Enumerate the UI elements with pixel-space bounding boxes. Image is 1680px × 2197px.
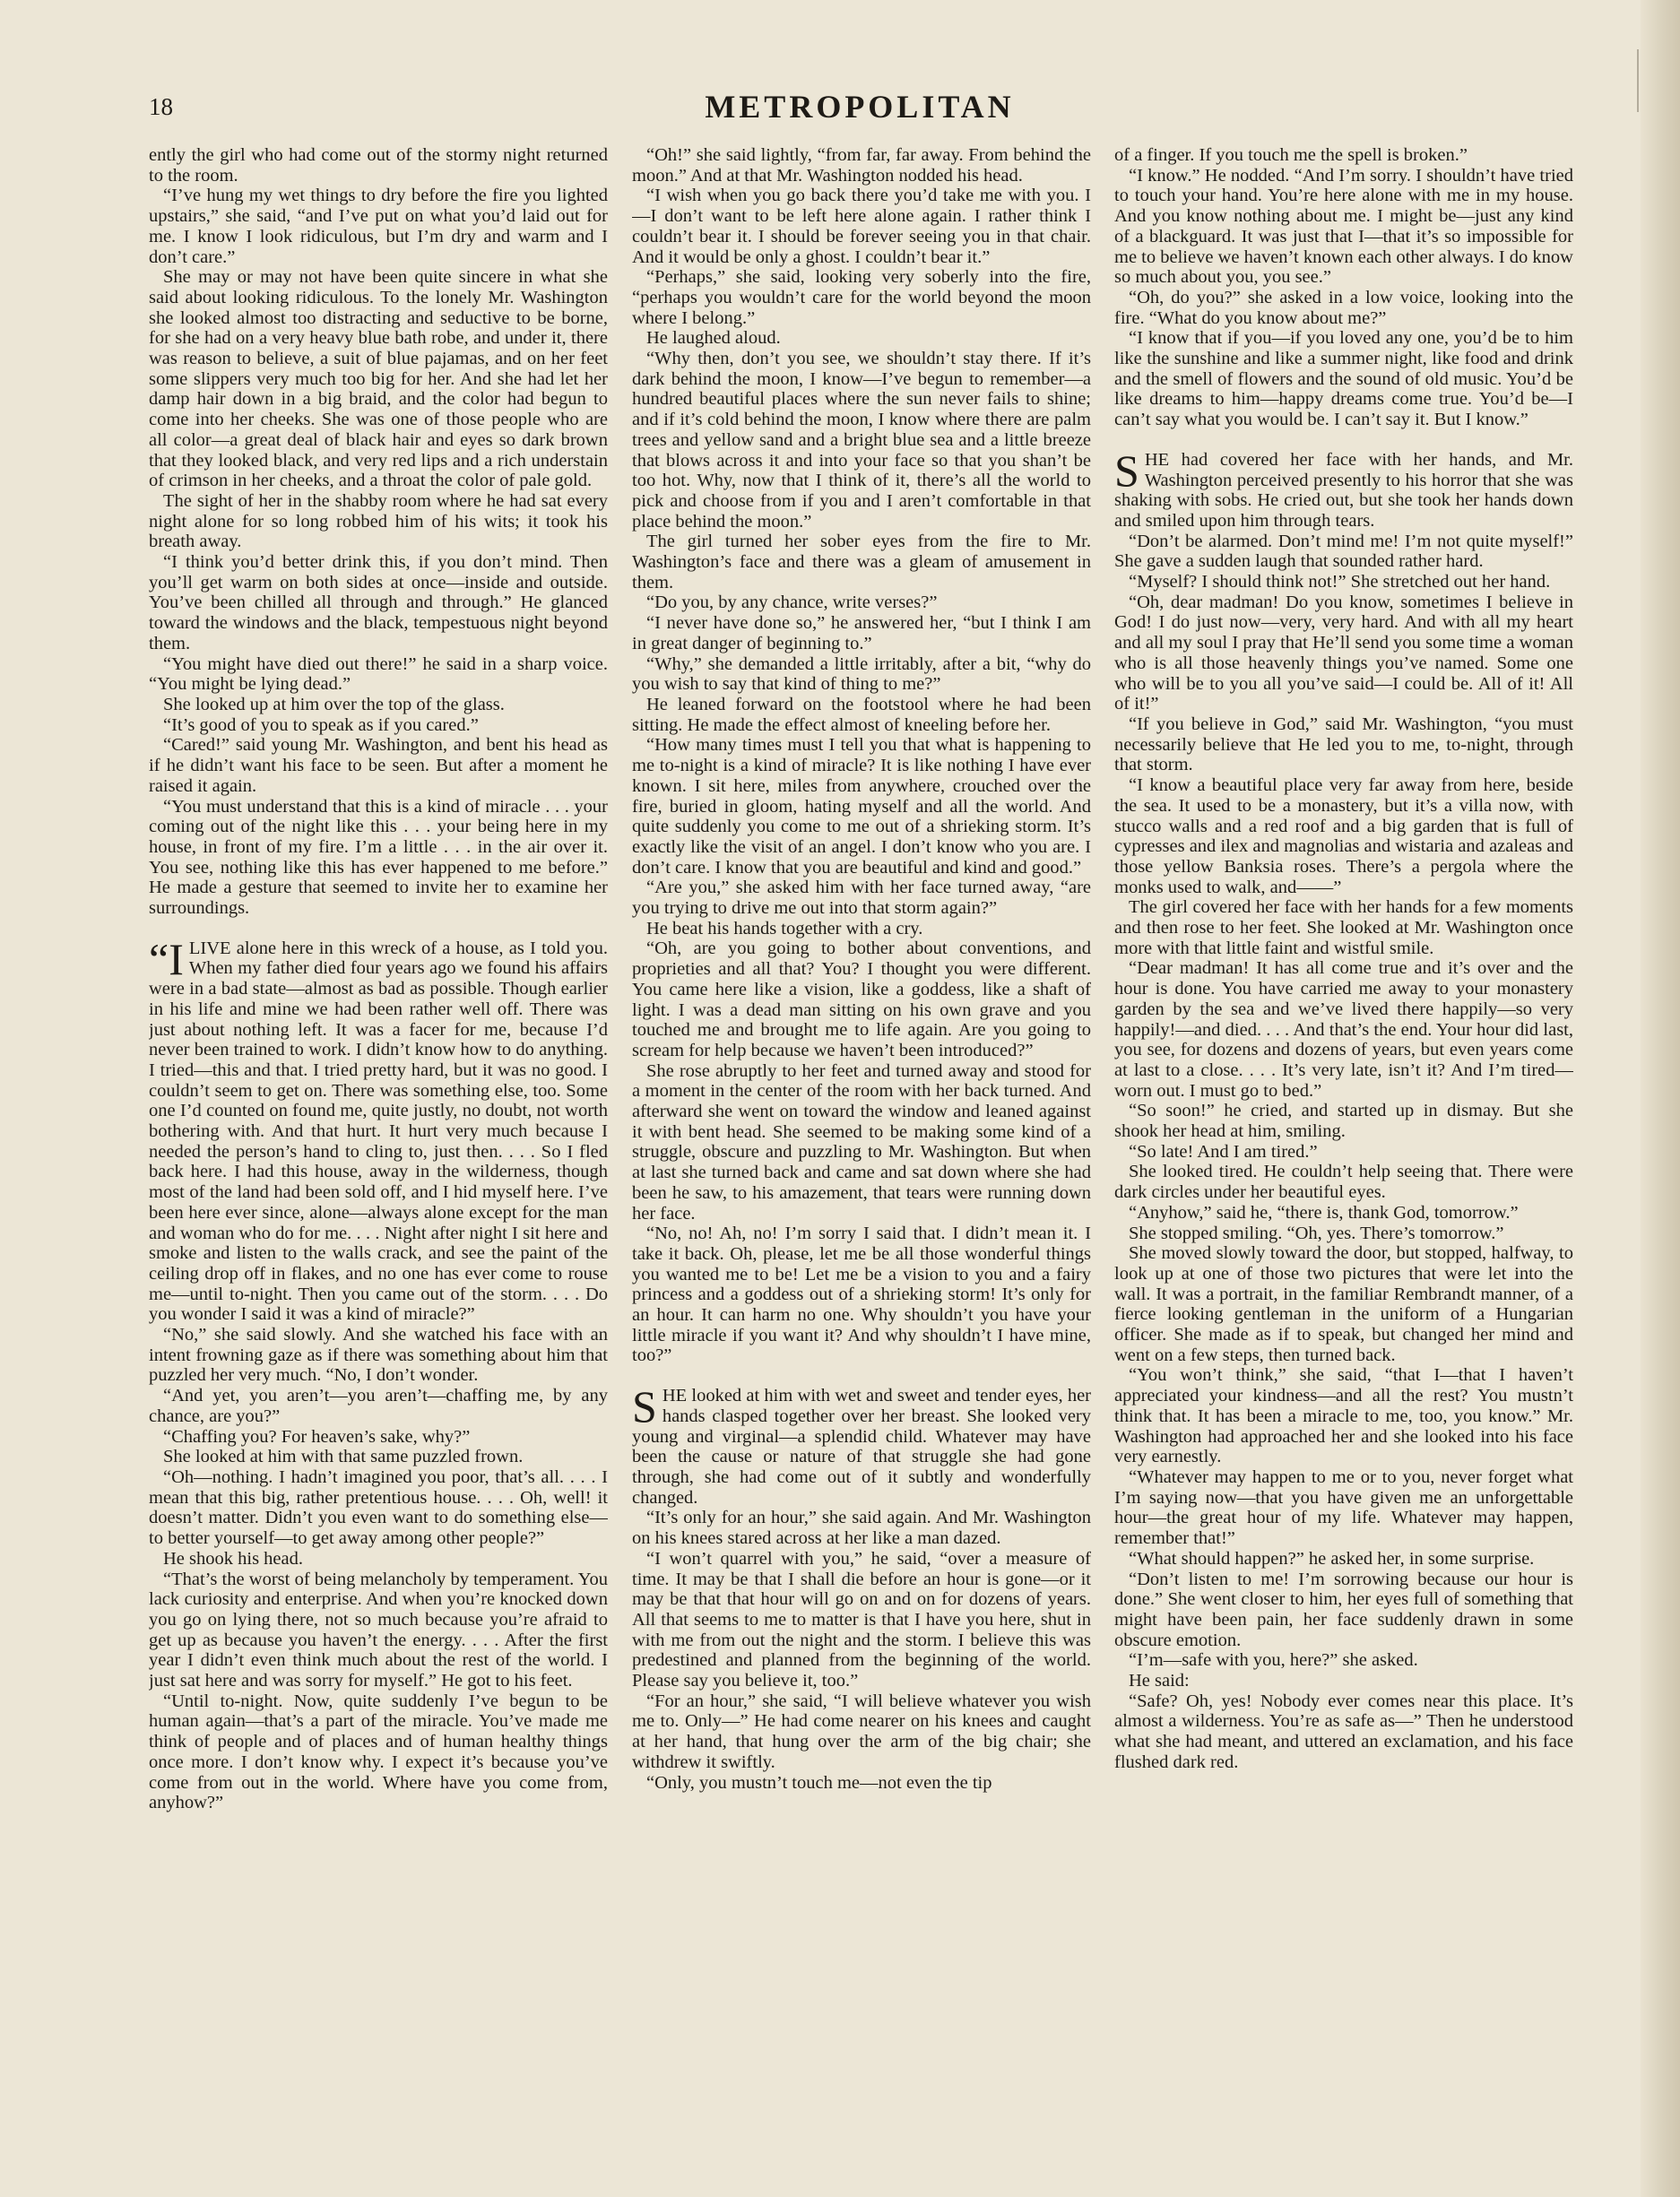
paragraph: “I wish when you go back there you’d take me with you. I—I don’t want to be left here alone again. I rather think I couldn’t bear it. I should be forever seeing you in that chair. And it would be only a ghost. I couldn’t bear it.” [632, 186, 1091, 267]
paragraph: “Chaffing you? For heaven’s sake, why?” [163, 1426, 471, 1447]
paragraph: “Cared!” said young Mr. Washington, and bent his head as if he didn’t want his face to be seen. But after a moment he raised it again. [149, 735, 608, 796]
paragraph: He laughed aloud. [646, 328, 781, 349]
paragraph-body: HE looked at him with wet and sweet and tender eyes, her hands clasped together over her breast. She looked very young and virginal—a splendid child. Whatever may have been the cause or nature of that struggle she had gone through, she had come out of it subtly and wonderfully changed. [632, 1386, 1091, 1508]
paragraph: The girl covered her face with her hands for a few moments and then rose to her feet. She looked at Mr. Washington once more with that little faint and wistful smile. [1114, 897, 1573, 958]
paragraph-body: HE had covered her face with her hands, and Mr. Washington perceived presently to his horror that she was shaking with sobs. He cried out, but she took her hands down and smiled upon him through tears. [1114, 449, 1573, 531]
magazine-title: METROPOLITAN [705, 89, 1015, 125]
paragraph: She stopped smiling. “Oh, yes. There’s tomorrow.” [1129, 1223, 1504, 1243]
paragraph: “Safe? Oh, yes! Nobody ever comes near this place. It’s almost a wilderness. You’re as safe as—” Then he understood what she had meant, and uttered an exclamation, and his face flushed dark red. [1114, 1691, 1573, 1772]
paragraph: “And yet, you aren’t—you aren’t—chaffing me, by any chance, are you?” [149, 1386, 608, 1426]
paragraph: ently the girl who had come out of the stormy night returned to the room. [149, 145, 608, 186]
paragraph: “Oh, are you going to bother about conventions, and proprieties and all that? You? I thought you were different. You came here like a vision, like a goddess, like a shaft of light. I was a dead man sitting on his own grave and you touched me and brought me to life again. Are you going to scream for help because we haven’t been introduced?” [632, 938, 1091, 1060]
drop-cap-initial: S [1114, 445, 1139, 496]
paragraph: “No,” she said slowly. And she watched his face with an intent frowning gaze as if there was something about him that puzzled her very much. “No, I don’t wonder. [149, 1325, 608, 1386]
paragraph: He leaned forward on the footstool where he had been sitting. He made the effect almost of kneeling before her. [632, 694, 1091, 735]
drop-cap-initial: S [632, 1381, 657, 1432]
paragraph: She looked at him with that same puzzled frown. [163, 1447, 524, 1467]
paragraph: “Dear madman! It has all come true and it’s over and the hour is done. You have carried me away to your monastery garden by the sea and we’ve lived there happily—so very happily!—and died. . . . And that’s the end. Your hour did last, you see, for dozens and dozens of years, but even years come at last to a close. . . . It’s very late, isn’t it? And I’m tired—worn out. I must go to bed.” [1114, 958, 1573, 1101]
paragraph: “No, no! Ah, no! I’m sorry I said that. I didn’t mean it. I take it back. Oh, please, let me be all those wonderful things you wanted me to be! Let me be a vision to you and a fairy princess and a goddess out of a shrieking storm! It’s only for an hour. It can harm no one. Why shouldn’t you have your little miracle if you want it? And why shouldn’t I have mine, too?” [632, 1224, 1091, 1366]
page-number: 18 [149, 93, 173, 120]
paragraph: “Oh, dear madman! Do you know, sometimes I believe in God! I do just now—very, very hard. And with all my heart and all my soul I pray that He’ll send you some time a woman who is all those heavenly things you’ve named. Some one who will be to you all you’ve said—I could be. All of it! All of it!” [1114, 592, 1573, 714]
paragraph: She looked tired. He couldn’t help seeing that. There were dark circles under her beautiful eyes. [1114, 1162, 1573, 1203]
paragraph: “Oh, do you?” she asked in a low voice, looking into the fire. “What do you know about me?” [1114, 287, 1573, 328]
text-column-3 [1114, 145, 1573, 2108]
paragraph: “Why,” she demanded a little irritably, after a bit, “why do you wish to say that kind of thing to me?” [632, 653, 1091, 695]
paragraph: The sight of her in the shabby room where he had sat every night alone for so long robbed him of his wits; it took his breath away. [149, 490, 608, 552]
paragraph: “Myself? I should think not!” She stretched out her hand. [1129, 572, 1551, 592]
paragraph: “I’m—safe with you, here?” she asked. [1129, 1650, 1418, 1671]
paragraph: “What should happen?” he asked her, in some surprise. [1129, 1548, 1535, 1569]
paragraph: “Whatever may happen to me or to you, never forget what I’m saying now—that you have given me an unforgettable hour—the great hour of my life. Whatever may happen, remember that!” [1114, 1467, 1573, 1549]
paragraph: “I know that if you—if you loved any one, you’d be to him like the sunshine and like a summer night, like food and drink and the smell of flowers and the sound of old music. You’d be like dreams to him—happy dreams come true. You’d be—I can’t say what you would be. I can’t say it. But I know.” [1114, 328, 1573, 430]
page-crease-mark [1637, 49, 1639, 112]
paragraph: “Anyhow,” said he, “there is, thank God, tomorrow.” [1129, 1202, 1519, 1223]
paragraph: “Why then, don’t you see, we shouldn’t stay there. If it’s dark behind the moon, I know—I’ve begun to remember—a hundred beautiful places where the sun never fails to shine; and if it’s cold behind the moon, I know where there are palm trees and yellow sand and a bright blue sea and a little breeze that blows across it and into your face so that you shan’t be too hot. Why, now that I think of it, there’s all the world to pick and choose from if you and I aren’t comfortable in that place behind the moon.” [632, 349, 1091, 532]
paragraph: “That’s the worst of being melancholy by temperament. You lack curiosity and enterprise. And when you’re knocked down you go on lying there, not so much because you’re afraid to get up as because you haven’t the energy. . . . After the first year I didn’t even think much about the rest of the world. I just sat here and was sorry for myself.” He got to his feet. [149, 1569, 608, 1691]
paragraph: “So late! And I am tired.” [1129, 1141, 1318, 1162]
paragraph: “You won’t think,” she said, “that I—that I haven’t appreciated your kindness—and all the rest? You mustn’t think that. It has been a miracle to me, too, you know.” Mr. Washington had approached her and she looked into his face very earnestly. [1114, 1365, 1573, 1467]
paragraph: “Don’t be alarmed. Don’t mind me! I’m not quite myself!” She gave a sudden laugh that sounded rather hard. [1114, 531, 1573, 572]
paragraph-body: LIVE alone here in this wreck of a house, as I told you. When my father died four years ago we found his affairs were in a bad state—almost as bad as possible. Though earlier in his life and mine we had been rather well off. There was just about nothing left. It was a facer for me, because I’d never been trained to work. I didn’t know how to do anything. I tried—this and that. I tried pretty hard, but it was no good. I couldn’t seem to get on. There was something else, too. Some one I’d counted on found me, quite justly, no doubt, not worth bothering with. And that hurt. It hurt very much because I needed the person’s hand to cling to, just then. . . . So I fled back here. I had this house, away in the wilderness, though most of the land had been sold off, and I hid myself here. I’ve been here ever since, alone—always alone except for the man and woman who do for me. . . . Night after night I sit here and smoke and listen to the walls crack, and see the paint of the ceiling drop off in flakes, and no one has ever come to rouse me—until to-night. Then you came out of the storm. . . . Do you wonder I said it was a kind of miracle?” [149, 938, 608, 1325]
paragraph: “I know a beautiful place very far away from here, beside the sea. It used to be a monastery, but it’s a villa now, with stucco walls and a red roof and a big garden that is full of cypresses and ilex and magnolias and wistaria and azaleas and those yellow Banksia roses. There’s a pergola where the monks used to walk, and——” [1114, 775, 1573, 897]
paragraph: He shook his head. [163, 1548, 304, 1569]
text-column-1 [149, 145, 608, 2108]
paragraph: “Perhaps,” she said, looking very soberly into the fire, “perhaps you wouldn’t care for the world beyond the moon where I belong.” [632, 267, 1091, 328]
drop-cap-initial: “I [149, 933, 184, 984]
paragraph: She looked up at him over the top of the glass. [163, 694, 505, 714]
paragraph: “Don’t listen to me! I’m sorrowing because our hour is done.” She went closer to him, her eyes full of something that might have been pain, her face suddenly drawn in some obscure emotion. [1114, 1569, 1573, 1650]
paragraph: “It’s good of you to speak as if you cared.” [163, 714, 479, 735]
paragraph: “For an hour,” she said, “I will believe whatever you wish me to. Only—” He had come nearer on his knees and caught at her hand, that hung over the arm of the big chair; she withdrew it swiftly. [632, 1691, 1091, 1772]
paragraph: “Until to-night. Now, quite suddenly I’ve begun to be human again—that’s a part of the miracle. You’ve made me think of people and of places and of human healthy things once more. I don’t know why. I expect it’s because you’ve come from out in the world. Where have you come from, anyhow?” [149, 1691, 608, 1813]
paragraph: “You must understand that this is a kind of miracle . . . your coming out of the night like this . . . your being here in my house, in front of my fire. I’m a little . . . in the air over it. You see, nothing like this has ever happened to me before.” He made a gesture that seemed to invite her to examine her surroundings. [149, 796, 608, 919]
section-opening-paragraph [149, 933, 608, 1325]
paragraph: She may or may not have been quite sincere in what she said about looking ridiculous. To the lonely Mr. Washington she looked almost too distracting and seductive to be borne, for she had on a very heavy blue bath robe, and under it, there was reason to believe, a suit of blue pajamas, and on her feet some slippers very much too big for her. And she had let her damp hair down in a big braid, and the color had begun to come into her cheeks. She was one of those people who are all color—a great deal of black hair and eyes so dark brown that they looked black, and very red lips and a rich understain of crimson in her cheeks, and a throat the color of pale gold. [149, 267, 608, 491]
paragraph: “Oh—nothing. I hadn’t imagined you poor, that’s all. . . . I mean that this big, rather pretentious house. . . . Oh, well! it doesn’t matter. Didn’t you even want to do something else—to better yourself—to get away among other people?” [149, 1467, 608, 1549]
paragraph: “Are you,” she asked him with her face turned away, “are you trying to drive me out into that storm again?” [632, 878, 1091, 919]
paragraph: “It’s only for an hour,” she said again. And Mr. Washington on his knees stared across at her like a man dazed. [632, 1508, 1091, 1549]
paragraph: “You might have died out there!” he said in a sharp voice. “You might be lying dead.” [149, 653, 608, 695]
paragraph: She moved slowly toward the door, but stopped, halfway, to look up at one of those two pictures that were let into the wall. It was a portrait, in the familiar Rembrandt manner, of a fierce looking gentleman in the uniform of a Hungarian officer. She made as if to speak, but changed her mind and went on a few steps, then turned back. [1114, 1243, 1573, 1365]
paragraph: of a finger. If you touch me the spell is broken.” [1114, 145, 1468, 165]
text-column-2 [632, 145, 1091, 2108]
paragraph: “If you believe in God,” said Mr. Washington, “you must necessarily believe that He led you to me, to-night, through that storm. [1114, 714, 1573, 775]
paragraph: He said: [1129, 1671, 1190, 1691]
paragraph: “Do you, by any chance, write verses?” [646, 592, 938, 613]
paragraph: The girl turned her sober eyes from the fire to Mr. Washington’s face and there was a gleam of amusement in them. [632, 532, 1091, 592]
page-binding-edge [1641, 0, 1680, 2197]
paragraph: “I’ve hung my wet things to dry before the fire you lighted upstairs,” she said, “and I’ve put on what you’d laid out for me. I know I look ridiculous, but I’m dry and warm and I don’t care.” [149, 186, 608, 267]
section-opening-paragraph [1114, 445, 1573, 532]
page-header [149, 88, 1571, 127]
paragraph: “So soon!” he cried, and started up in dismay. But she shook her head at him, smiling. [1114, 1101, 1573, 1142]
paragraph: “Only, you mustn’t touch me—not even the tip [646, 1772, 992, 1793]
paragraph: She rose abruptly to her feet and turned away and stood for a moment in the center of the room with her back turned. And afterward she went on toward the window and leaned against it with bent head. She seemed to be making some kind of a struggle, obscure and puzzling to Mr. Washington. But when at last she turned back and came and sat down where she had been he saw, to his amazement, that tears were running down her face. [632, 1060, 1091, 1224]
paragraph: “I won’t quarrel with you,” he said, “over a measure of time. It may be that I shall die before an hour is gone—or it may be that that hour will go on and on for dozens of years. All that seems to me to matter is that I have you here, shut in with me from out the night and the storm. I believe this was predestined and planned from the beginning of the world. Please say you believe it, too.” [632, 1548, 1091, 1691]
paragraph: “I never have done so,” he answered her, “but I think I am in great danger of beginning to.” [632, 613, 1091, 653]
paragraph: “How many times must I tell you that what is happening to me to-night is a kind of miracle? It is like nothing I have ever known. I sit here, miles from anywhere, crouched over the fire, buried in gloom, hating myself and all the world. And quite suddenly you come to me out of a shrieking storm. It’s exactly like the visit of an angel. I don’t know who you are. I don’t care. I know that you are beautiful and kind and good.” [632, 735, 1091, 878]
paragraph: He beat his hands together with a cry. [646, 918, 923, 938]
paragraph: “Oh!” she said lightly, “from far, far away. From behind the moon.” And at that Mr. Washington nodded his head. [632, 145, 1091, 186]
paragraph: “I think you’d better drink this, if you don’t mind. Then you’ll get warm on both sides at once—inside and outside. You’ve been chilled all through and through.” He glanced toward the windows and the black, tempestuous night beyond them. [149, 552, 608, 653]
paragraph: “I know.” He nodded. “And I’m sorry. I shouldn’t have tried to touch your hand. You’re here alone with me in my house. And you know nothing about me. I might be—just any kind of a blackguard. It was just that I—that it’s so impossible for me to believe we haven’t known each other always. I do know so much about you, you see.” [1114, 165, 1573, 288]
section-opening-paragraph [632, 1381, 1091, 1508]
